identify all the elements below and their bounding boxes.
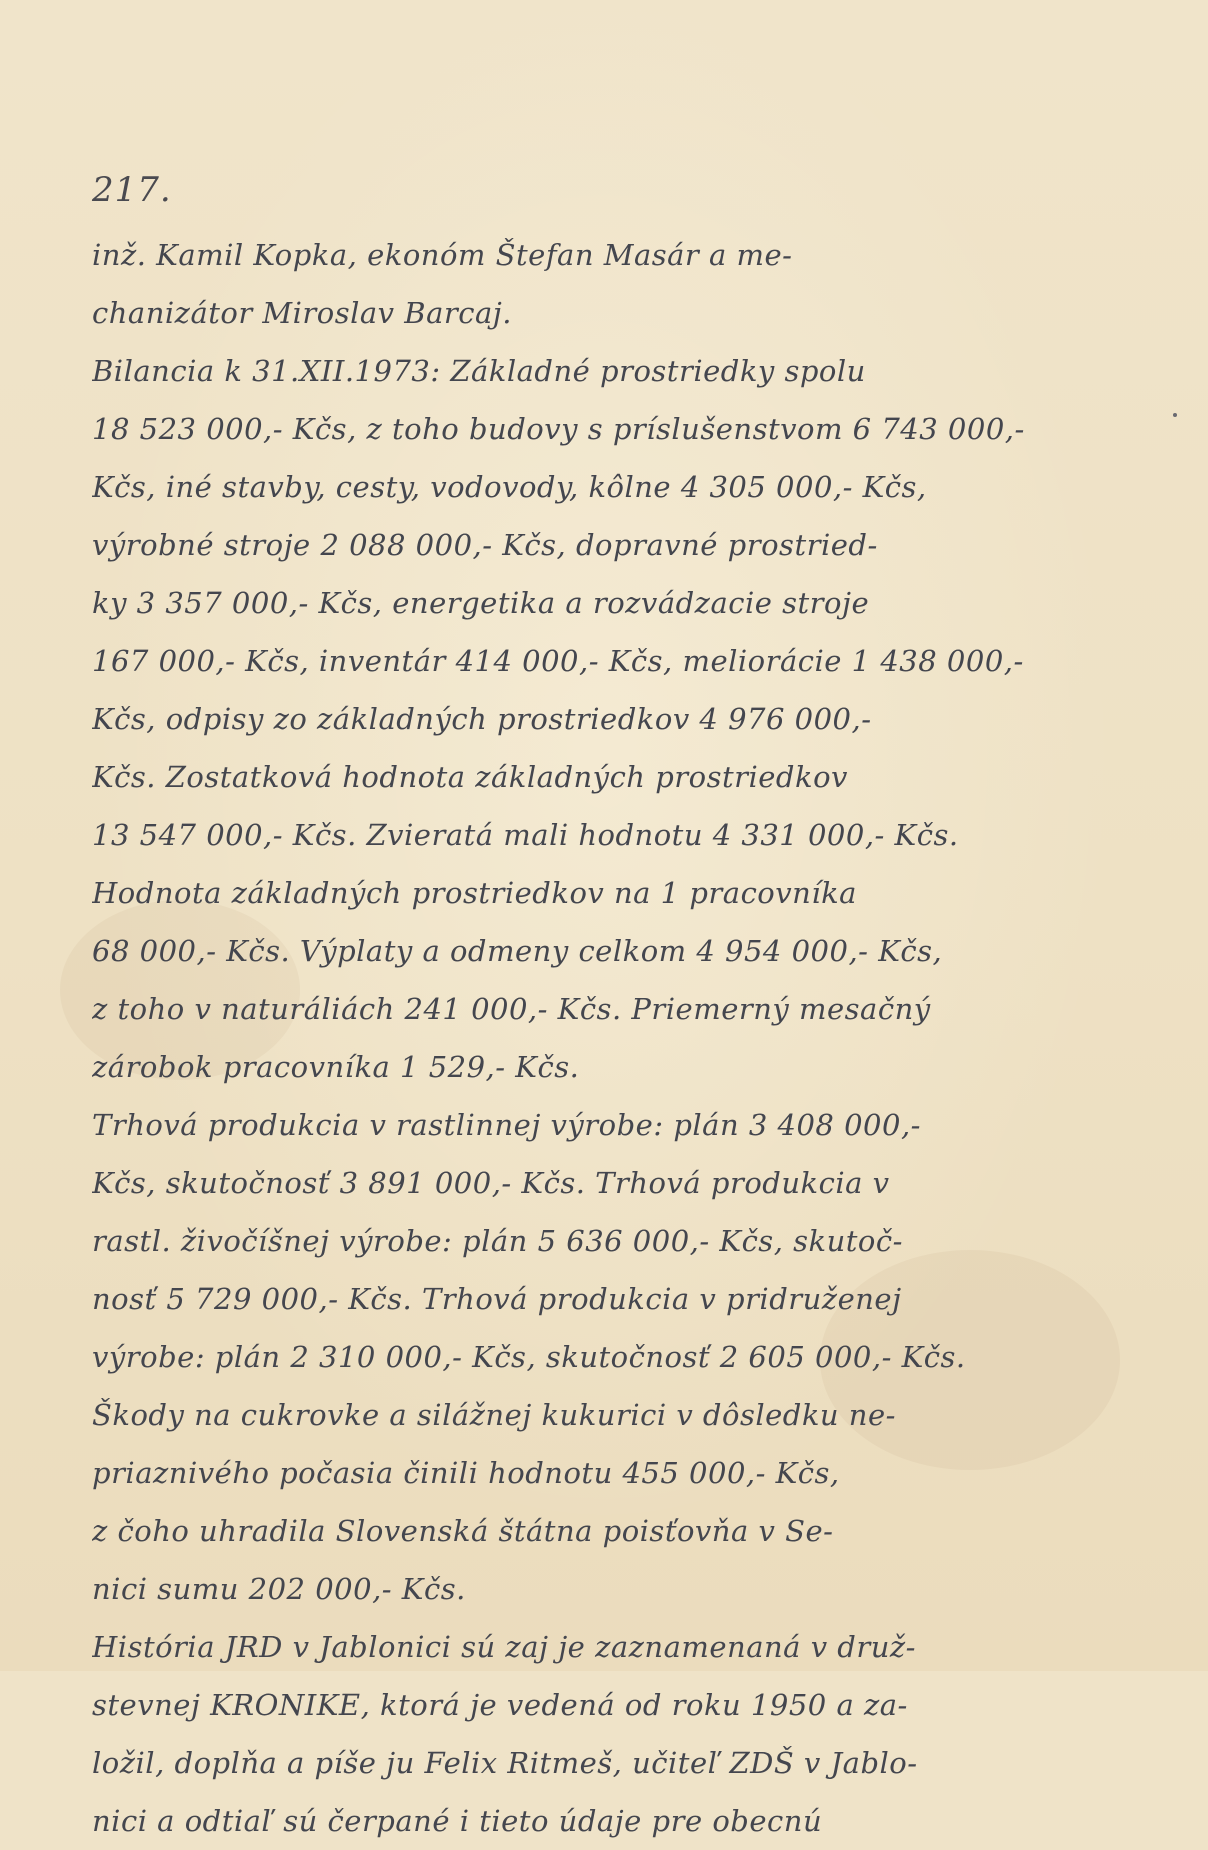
ink-dot	[1173, 413, 1177, 417]
text-line: ky 3 357 000,- Kčs, energetika a rozvádzacie stroje	[92, 586, 870, 620]
text-line: priaznivého počasia činili hodnotu 455 000,- Kčs,	[92, 1456, 840, 1490]
handwritten-text	[92, 226, 1112, 1850]
text-line: ložil, doplňa a píše ju Felix Ritmeš, učiteľ ZDŠ v Jablo-	[92, 1746, 918, 1780]
text-line: chanizátor Miroslav Barcaj.	[92, 296, 512, 330]
text-line: z toho v naturáliách 241 000,- Kčs. Priemerný mesačný	[92, 992, 931, 1026]
text-line: Kčs, odpisy zo základných prostriedkov 4 976 000,-	[92, 702, 872, 736]
text-line: inž. Kamil Kopka, ekonóm Štefan Masár a me-	[92, 238, 793, 272]
text-line: výrobné stroje 2 088 000,- Kčs, dopravné prostried-	[92, 528, 878, 562]
text-line: rastl. živočíšnej výrobe: plán 5 636 000,- Kčs, skutoč-	[92, 1224, 903, 1258]
text-line: História JRD v Jablonici sú zaj je zaznamenaná v druž-	[92, 1630, 916, 1664]
text-line: nici a odtiaľ sú čerpané i tieto údaje pre obecnú	[92, 1804, 823, 1838]
text-line: Kčs, iné stavby, cesty, vodovody, kôlne 4 305 000,- Kčs,	[92, 470, 927, 504]
text-line: Kčs, skutočnosť 3 891 000,- Kčs. Trhová produkcia v	[92, 1166, 890, 1200]
text-line: Trhová produkcia v rastlinnej výrobe: plán 3 408 000,-	[92, 1108, 921, 1142]
text-line: Škody na cukrovke a silážnej kukurici v dôsledku ne-	[92, 1398, 896, 1432]
text-line: 167 000,- Kčs, inventár 414 000,- Kčs, meliorácie 1 438 000,-	[92, 644, 1024, 678]
text-line: 13 547 000,- Kčs. Zvieratá mali hodnotu 4 331 000,- Kčs.	[92, 818, 959, 852]
page-number: 217.	[92, 170, 172, 210]
text-line: z čoho uhradila Slovenská štátna poisťovňa v Se-	[92, 1514, 834, 1548]
text-line: nici sumu 202 000,- Kčs.	[92, 1572, 466, 1606]
text-line: Hodnota základných prostriedkov na 1 pracovníka	[92, 876, 857, 910]
text-line: zárobok pracovníka 1 529,- Kčs.	[92, 1050, 580, 1084]
text-line: 68 000,- Kčs. Výplaty a odmeny celkom 4 954 000,- Kčs,	[92, 934, 943, 968]
text-line: Kčs. Zostatková hodnota základných prostriedkov	[92, 760, 848, 794]
text-line: nosť 5 729 000,- Kčs. Trhová produkcia v pridruženej	[92, 1282, 902, 1316]
text-line: výrobe: plán 2 310 000,- Kčs, skutočnosť 2 605 000,- Kčs.	[92, 1340, 966, 1374]
text-line: Bilancia k 31.XII.1973: Základné prostriedky spolu	[92, 354, 866, 388]
text-line: 18 523 000,- Kčs, z toho budovy s príslušenstvom 6 743 000,-	[92, 412, 1025, 446]
text-line: stevnej KRONIKE, ktorá je vedená od roku 1950 a za-	[92, 1688, 908, 1722]
